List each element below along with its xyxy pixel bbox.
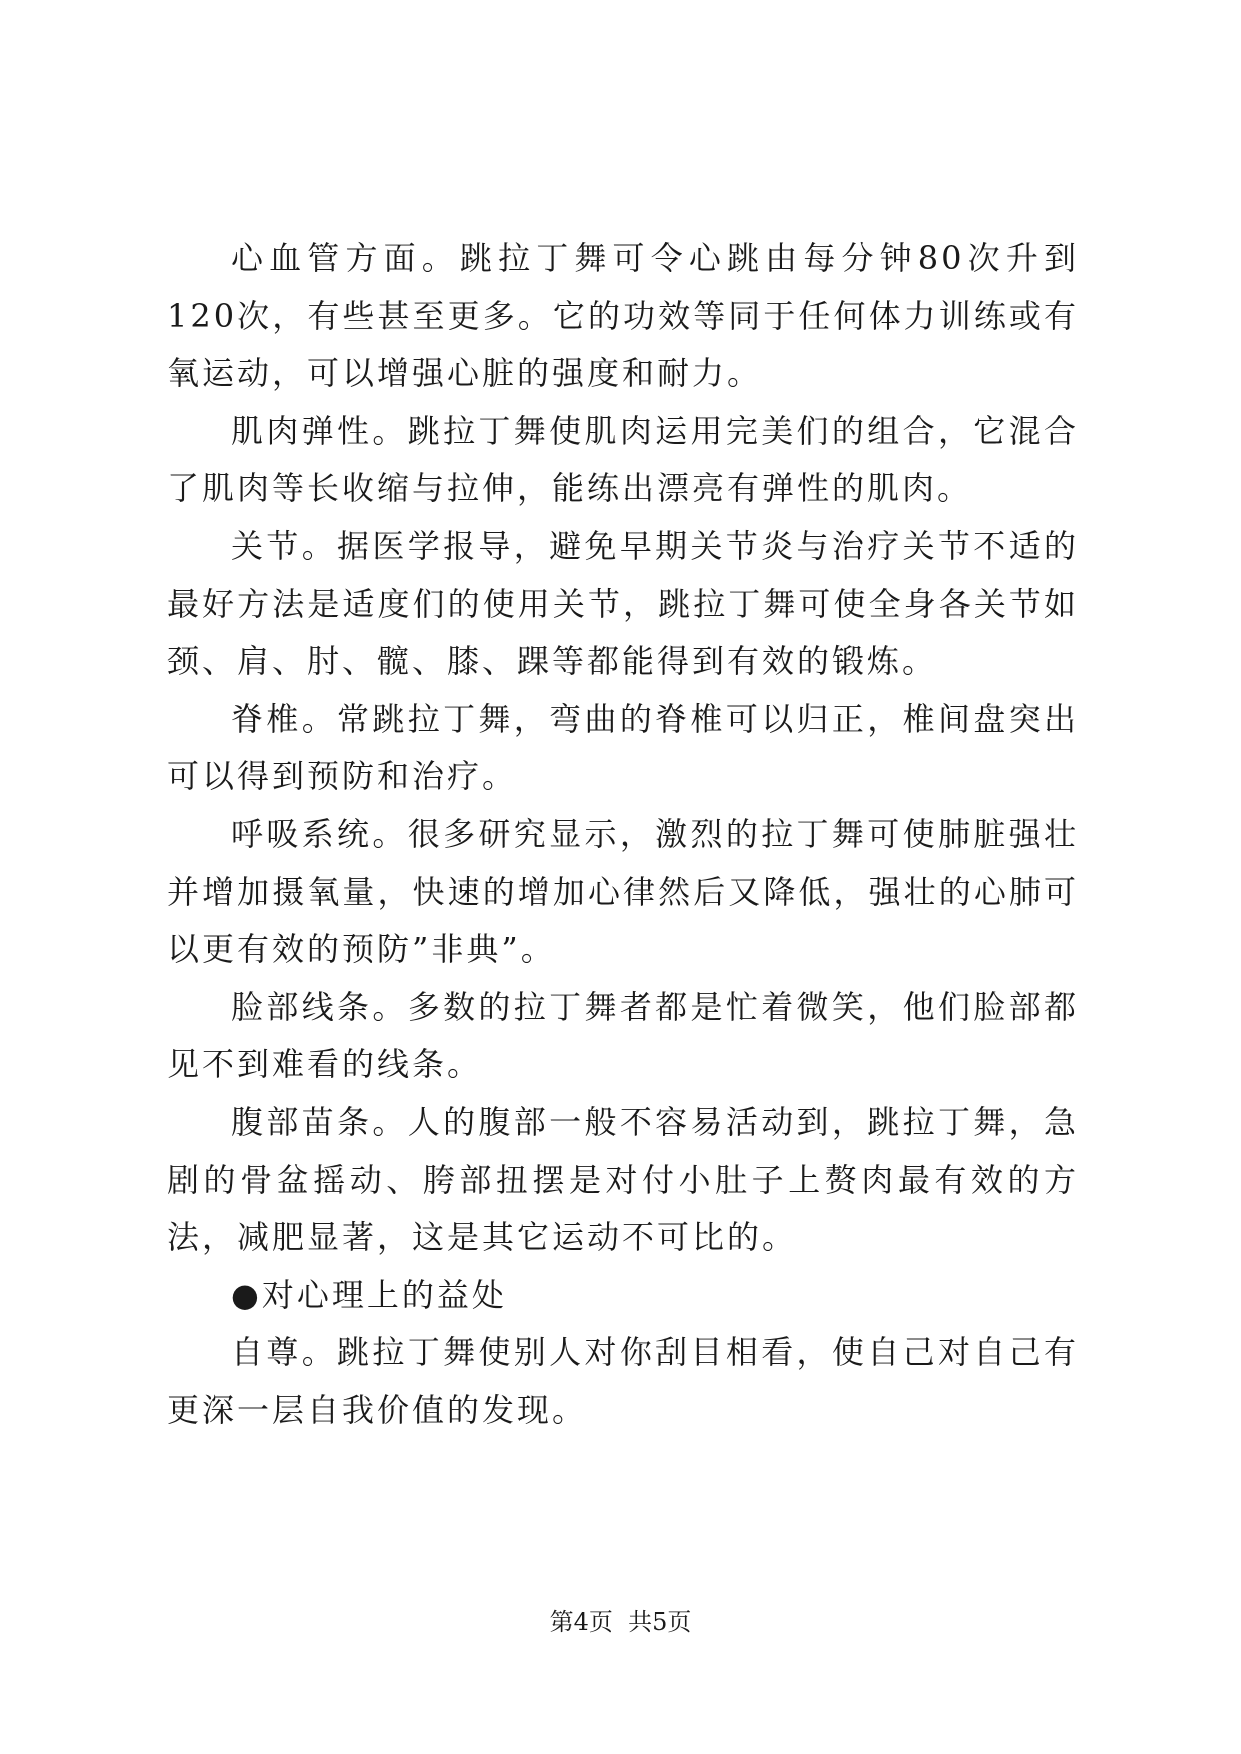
footer-prefix: 第 [549, 1608, 574, 1636]
paragraph-cardiovascular: 心血管方面。跳拉丁舞可令心跳由每分钟80次升到120次，有些甚至更多。它的功效等同于任何体力训练或有氧运动，可以增强心脏的强度和耐力。 [167, 239, 1079, 393]
page-footer [0, 1607, 1241, 1637]
paragraph-muscle-elasticity: 肌肉弹性。跳拉丁舞使肌肉运用完美们的组合，它混合了肌肉等长收缩与拉伸，能练出漂亮有弹性的肌肉。 [167, 411, 1079, 508]
footer-middle: 页 共 [588, 1608, 653, 1636]
footer-total-pages: 5 [652, 1608, 668, 1636]
section-heading-psychological: ●对心理上的益处 [231, 1275, 507, 1314]
paragraph-spine: 脊椎。常跳拉丁舞，弯曲的脊椎可以归正，椎间盘突出可以得到预防和治疗。 [167, 699, 1079, 796]
footer-current-page: 4 [573, 1608, 589, 1636]
paragraph-abdomen: 腹部苗条。人的腹部一般不容易活动到，跳拉丁舞，急剧的骨盆摇动、胯部扭摆是对付小肚子上赘肉最有效的方法，减肥显著，这是其它运动不可比的。 [167, 1102, 1079, 1257]
document-body [167, 230, 1079, 1439]
paragraph-facial-lines: 脸部线条。多数的拉丁舞者都是忙着微笑，他们脸部都见不到难看的线条。 [167, 987, 1079, 1084]
paragraph-joints: 关节。据医学报导，避免早期关节炎与治疗关节不适的最好方法是适度们的使用关节，跳拉丁舞可使全身各关节如颈、肩、肘、髋、膝、踝等都能得到有效的锻炼。 [167, 526, 1079, 681]
paragraph-self-esteem: 自尊。跳拉丁舞使别人对你刮目相看，使自己对自己有更深一层自我价值的发现。 [167, 1333, 1079, 1429]
footer-suffix: 页 [667, 1608, 692, 1636]
paragraph-respiratory: 呼吸系统。很多研究显示，激烈的拉丁舞可使肺脏强壮并增加摄氧量，快速的增加心律然后又降低，强壮的心肺可以更有效的预防”非典”。 [167, 814, 1079, 969]
